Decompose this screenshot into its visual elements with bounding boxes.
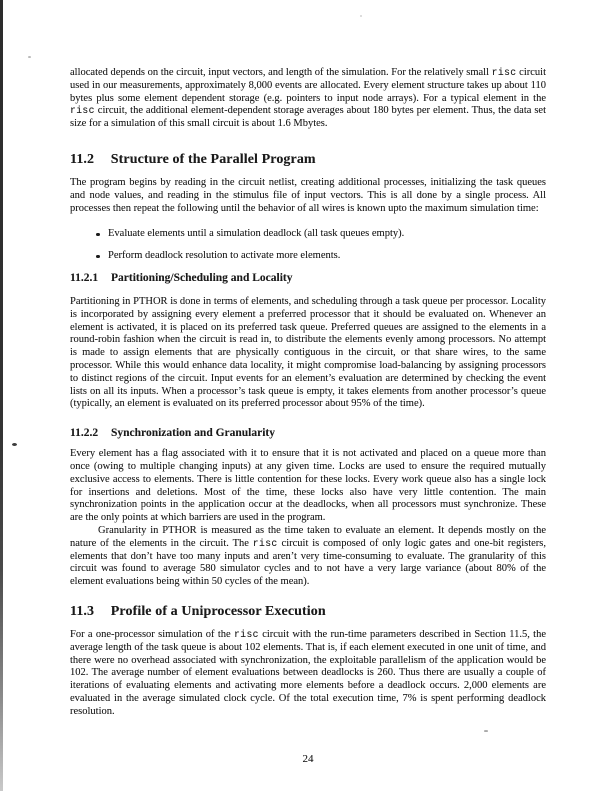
page-content xyxy=(70,0,546,718)
section-number: 11.3 xyxy=(70,603,95,619)
bullet-icon xyxy=(96,233,100,237)
ink-speck xyxy=(484,730,488,732)
section-title: Profile of a Uniprocessor Execution xyxy=(110,603,326,619)
section-11-3-paragraph: For a one-processor simulation of the risc circuit with the run-time parameters described in Section 11.5, the average length of the task queue is about 102 elements. That is, if each element executed in one unit of time, and there were no overhead associated with synchronization, the exploitable parallelism of the application would be 102. The average number of element evaluations between deadlocks is 260. Thus there are usually a couple of iterations of evaluating elements and activating more elements before a deadlock occurs. 2,000 elements are evaluated in the average simulated clock cycle. Of the total execution time, 7% is spent performing deadlock resolution. xyxy=(70,628,547,717)
ink-speck xyxy=(28,56,31,58)
section-title: Partitioning/Scheduling and Locality xyxy=(111,271,293,284)
section-title: Structure of the Parallel Program xyxy=(110,151,316,167)
section-11-2-heading xyxy=(70,152,546,167)
section-number: 11.2.1 xyxy=(70,271,99,284)
scan-edge-artifact xyxy=(0,0,3,791)
bullet-text: Perform deadlock resolution to activate more elements. xyxy=(108,250,341,262)
list-item xyxy=(96,250,546,263)
section-number: 11.2.2 xyxy=(70,427,99,440)
section-number: 11.2 xyxy=(70,151,95,167)
section-11-3-heading xyxy=(70,604,546,619)
section-11-2-paragraph: The program begins by reading in the circuit netlist, creating additional processes, initializing the task queues and node values, and reading in the stimulus file of input vectors. This is all done by a single process. All processes then repeat the following until the behavior of all wires is known upto the maximum simulation time: xyxy=(70,176,546,214)
section-11-2-2-heading xyxy=(70,427,546,440)
section-11-2-2-paragraph-2: Granularity in PTHOR is measured as the time taken to evaluate an element. It depends mostly on the nature of the elements in the circuit. The risc circuit is composed of only logic gates and one-bit registers, elements that don’t have too many inputs and aren’t very time-consuming to evaluate. The granularity of this circuit was found to average 580 simulator cycles and to not have a very large variance (about 80% of the element evaluations being within 50 cycles of the mean). xyxy=(70,524,546,588)
section-11-2-2-paragraph-1: Every element has a flag associated with it to ensure that it is not activated and placed on a queue more than once (owing to multiple changing inputs) at any given time. Locks are used to ensure the required mutually exclusive access to elements. There is little contention for these locks. Every work queue also has a single lock for insertions and deletions. Most of the time, these locks also have very little contention. The main synchronization points in the application occur at the deadlocks, when all processors must synchronize. These are the only points at which barriers are used in the program. xyxy=(70,448,546,524)
bullet-icon xyxy=(96,255,100,259)
list-item xyxy=(96,228,546,241)
section-11-2-1-heading xyxy=(70,272,546,285)
page-number: 24 xyxy=(302,753,314,765)
ink-speck xyxy=(12,443,17,446)
section-title: Synchronization and Granularity xyxy=(111,427,276,440)
bullet-text: Evaluate elements until a simulation deadlock (all task queues empty). xyxy=(108,228,405,240)
bullet-list xyxy=(70,228,546,263)
section-11-2-1-paragraph: Partitioning in PTHOR is done in terms of elements, and scheduling through a task queue per processor. Locality is incorporated by assigning every element a preferred processor that it should be evaluated on. Whenever an element is activated, it is placed on its preferred task queue. Preferred queues are assigned to the elements in a round-robin fashion when the circuit is read in, to distribute the elements evenly among processors. No attempt is made to assign elements that are physically contiguous in the circuit, or that share wires, to the same processor. While this would enhance data locality, it might compromise load-balancing by assigning processors to distinct regions of the circuit. Input events for an element’s evaluation are determined by checking the event lists on all its inputs. When a processor’s task queue is empty, it takes elements from another processor’s queue (typically, an element is evaluated on its preferred processor about 95% of the time). xyxy=(70,295,546,410)
intro-paragraph: allocated depends on the circuit, input vectors, and length of the simulation. For the relatively small risc circuit used in our measurements, approximately 8,000 events are allocated. Every element structure takes up about 110 bytes plus some element dependent storage (e.g. pointers to input node arrays). For a typical element in the risc circuit, the additional element-dependent storage averages about 180 bytes per element. Thus, the data set size for a simulation of this small circuit is about 1.6 Mbytes. xyxy=(70,67,546,130)
